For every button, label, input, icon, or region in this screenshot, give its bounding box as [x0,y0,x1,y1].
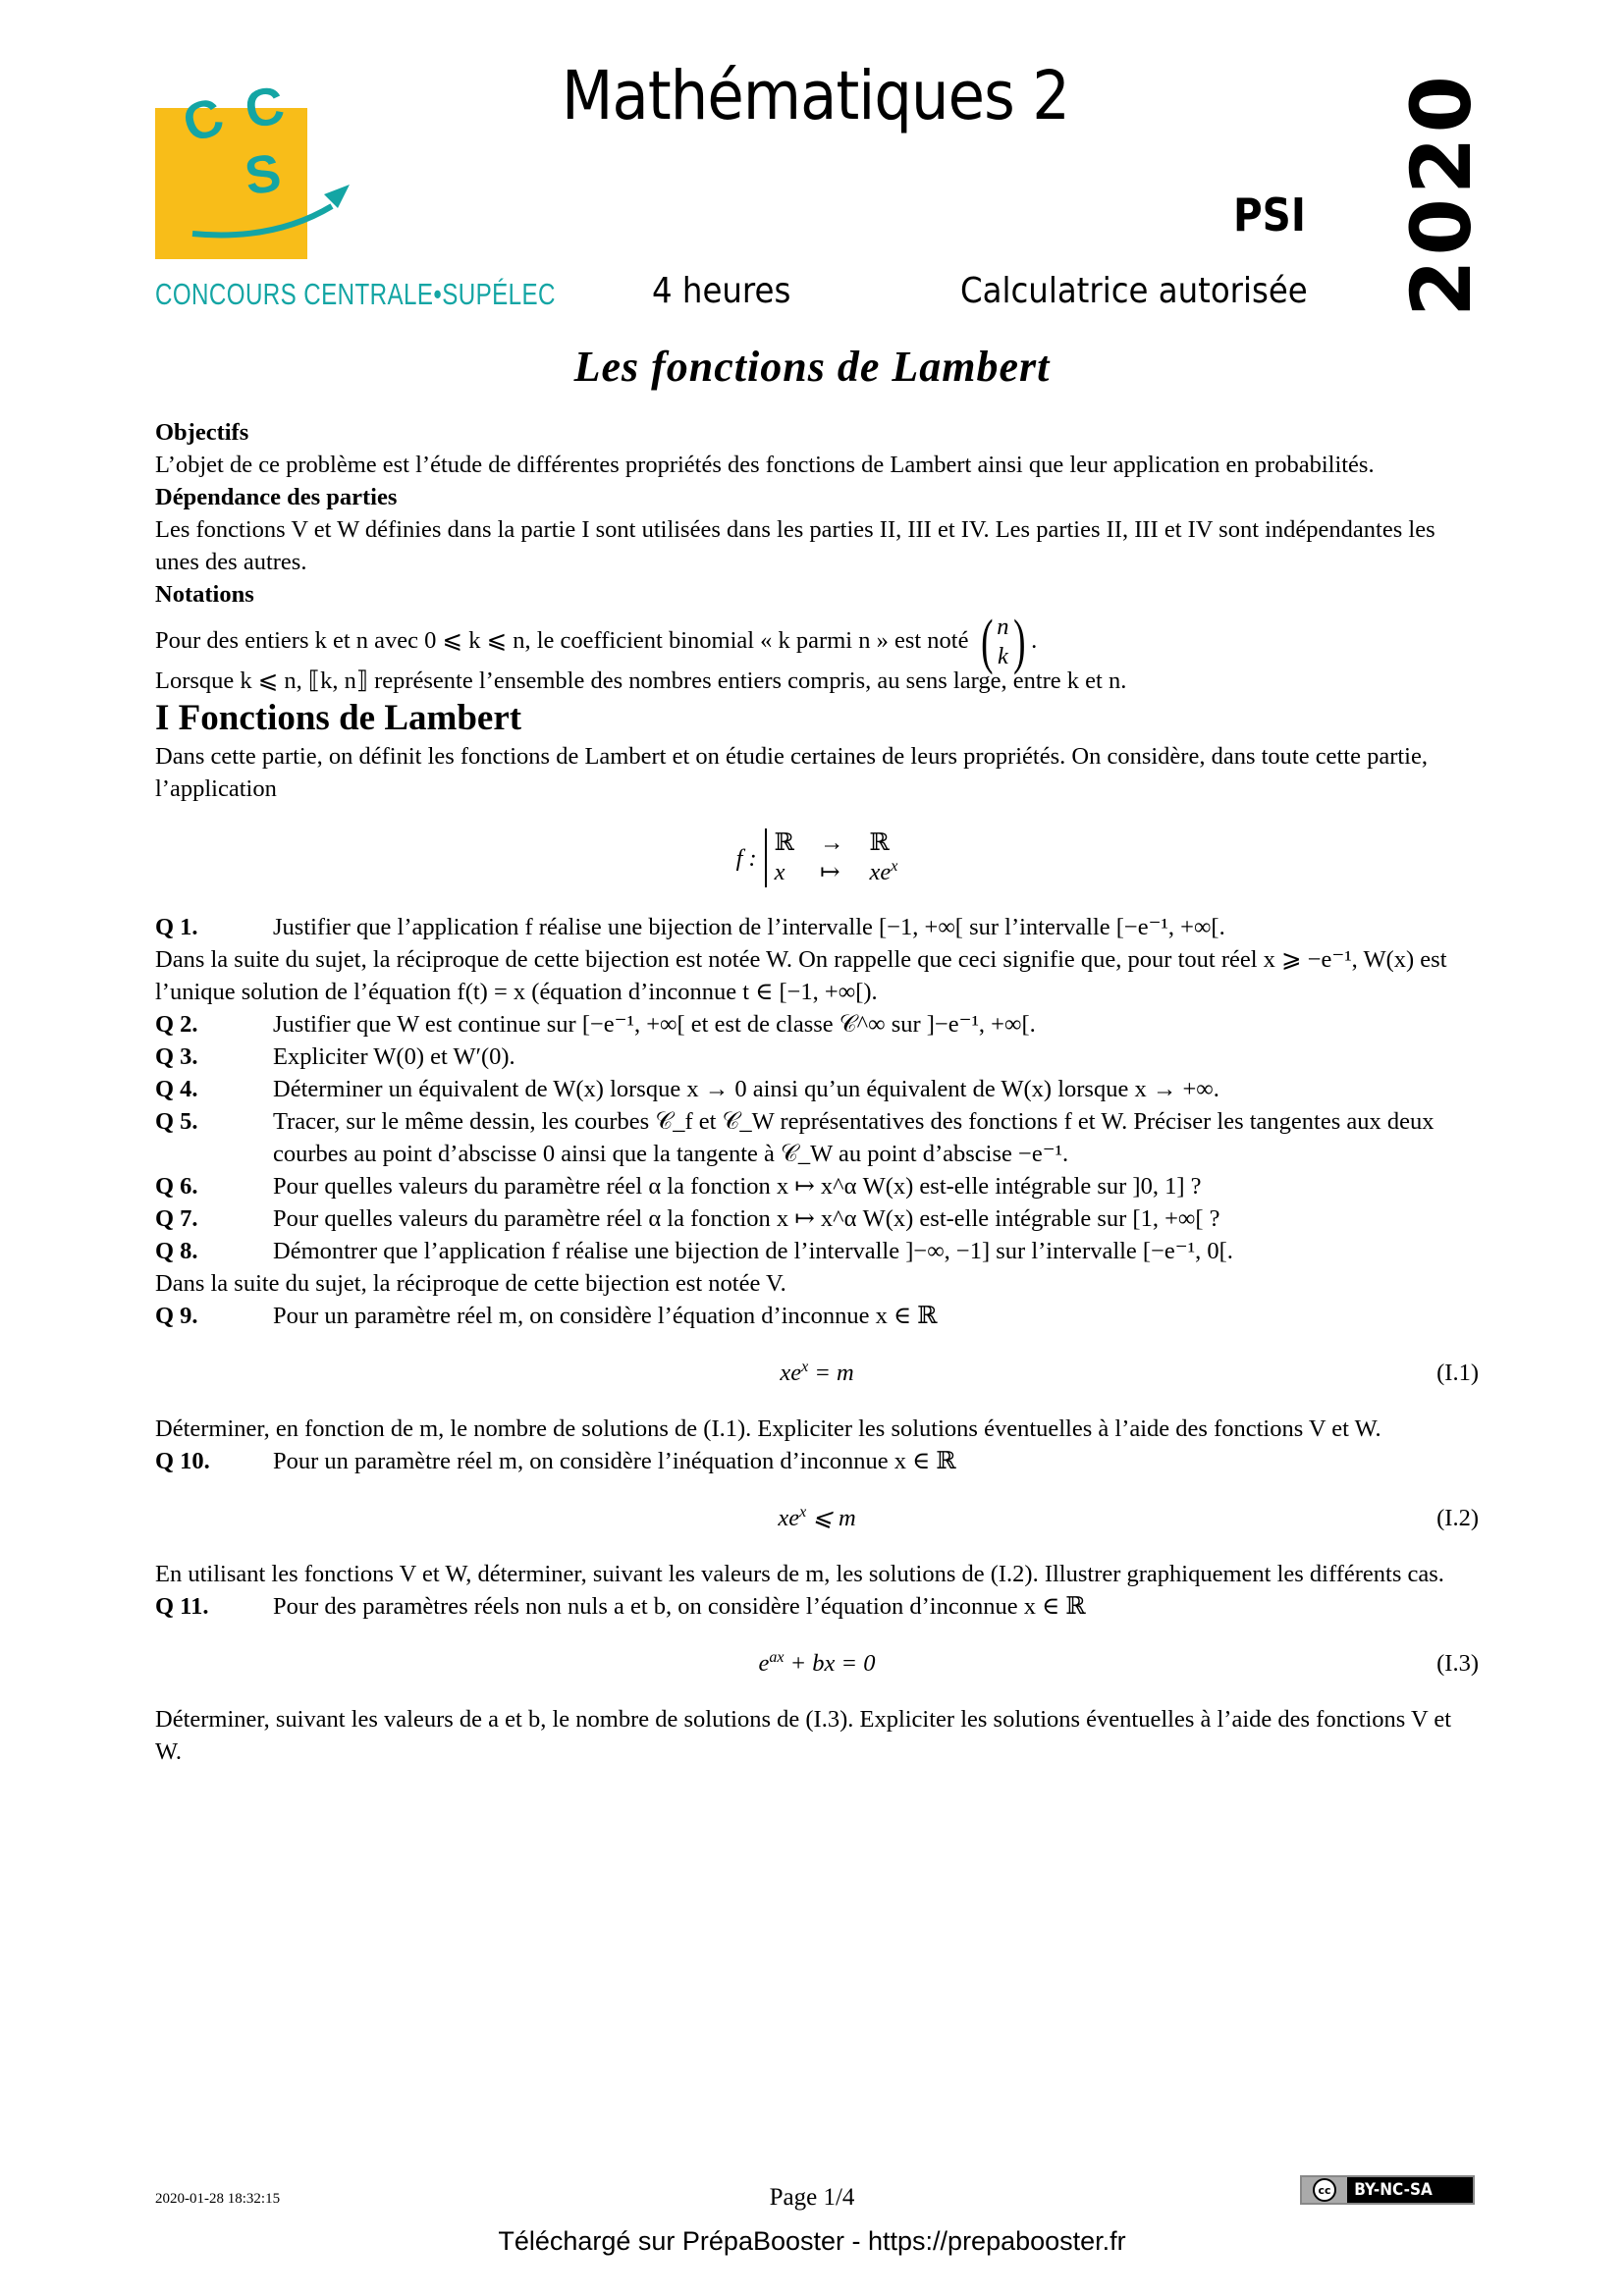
svg-text:S: S [241,142,285,207]
question-9-followup: Déterminer, en fonction de m, le nombre de solutions de (I.1). Expliciter les solutions éventuelles à l’aide des fonctions V et W. [155,1415,1381,1443]
equation-I2: $xe^x$ ⩽ m (I.2) [778,1503,1479,1531]
equation-I3: $e^{ax}$ + bx = 0 (I.3) [758,1648,1479,1677]
svg-text:C: C [176,86,231,155]
question-4: Q 4. Déterminer un équivalent de W(x) lorsque x → 0 ainsi qu’un équivalent de W(x) lorsque x → +∞. [155,1076,1219,1103]
dependance-heading: Dépendance des parties [155,484,398,510]
calculator-label: Calculatrice autorisée [960,271,1308,311]
download-notice: Téléchargé sur PrépaBooster - https://prepabooster.fr [498,2226,1126,2256]
question-8: Q 8. Démontrer que l’application f réalise une bijection de l’intervalle ]−∞, −1] sur l’intervalle [−e⁻¹, 0[. [155,1238,1233,1265]
w-definition: Dans la suite du sujet, la réciproque de cette bijection est notée W. On rappelle que ceci signifie que, pour tout réel x ⩾ −e⁻¹, W(x) est l’unique solution de l’équation f(t) = x (équation d’inconnue t ∈ [−1, +∞[). [155,946,1447,1006]
objectifs-heading: Objectifs [155,419,249,446]
question-6: Q 6. Pour quelles valeurs du paramètre réel α la fonction x ↦ x^α W(x) est-elle intégrable sur ]0, 1] ? [155,1173,1202,1201]
v-definition: Dans la suite du sujet, la réciproque de cette bijection est notée V. [155,1270,786,1298]
license-label: BY-NC-SA [1354,2180,1433,2200]
logo-text: CONCOURS CENTRALE•SUPÉLEC [155,277,556,311]
notation-binomial: Pour des entiers k et n avec 0 ⩽ k ⩽ n, le coefficient binomial « k parmi n » est noté ( n k ) . [155,609,1038,676]
question-11: Q 11. Pour des paramètres réels non nuls a et b, on considère l’équation d’inconnue x ∈ ℝ [155,1593,1086,1621]
section-title: I Fonctions de Lambert [155,698,522,739]
question-7: Q 7. Pour quelles valeurs du paramètre réel α la fonction x ↦ x^α W(x) est-elle intégrable sur [1, +∞[ ? [155,1205,1220,1233]
notations-heading: Notations [155,581,254,608]
notation-interval: Lorsque k ⩽ n, ⟦k, n⟧ représente l’ensemble des nombres entiers compris, au sens large, entre k et n. [155,667,1127,695]
notation-binomial-text: Pour des entiers k et n avec 0 ⩽ k ⩽ n, le coefficient binomial « k parmi n » est noté [155,627,969,654]
question-9: Q 9. Pour un paramètre réel m, on considère l’équation d’inconnue x ∈ ℝ [155,1303,938,1330]
question-10: Q 10. Pour un paramètre réel m, on considère l’inéquation d’inconnue x ∈ ℝ [155,1448,956,1475]
svg-text:C: C [241,75,289,140]
cc-icon: cc [1302,2177,1347,2203]
license-badge [1300,2175,1475,2205]
dependance-text: Les fonctions V et W définies dans la partie I sont utilisées dans les parties II, III et IV. Les parties II, III et IV sont indépendantes les unes des autres. [155,516,1435,575]
question-10-followup: En utilisant les fonctions V et W, déterminer, suivant les valeurs de m, les solutions de (I.2). Illustrer graphiquement les différents cas. [155,1561,1444,1588]
duration-label: 4 heures [652,271,791,311]
question-2: Q 2. Justifier que W est continue sur [−e⁻¹, +∞[ et est de classe 𝒞^∞ sur ]−e⁻¹, +∞[. [155,1011,1036,1039]
main-content [155,416,1479,1768]
equation-I1: $xe^x = m$ (I.1) [780,1358,1479,1386]
document-title: Les fonctions de Lambert [573,343,1051,391]
objectifs-text: L’objet de ce problème est l’étude de différentes propriétés des fonctions de Lambert ainsi que leur application en probabilités. [155,452,1375,478]
question-5: Q 5. Tracer, sur le même dessin, les courbes 𝒞_f et 𝒞_W représentatives des fonctions f et W. Préciser les tangentes aux deux courbes au point d’abscisse 0 ainsi que la tangente à 𝒞_W au point d’abscise −e⁻¹. [155,1108,1435,1168]
question-3: Q 3. Expliciter W(0) et W′(0). [155,1043,515,1071]
binomial-coefficient: ( n k ) [980,609,1026,676]
question-11-followup: Déterminer, suivant les valeurs de a et b, le nombre de solutions de (I.3). Expliciter les solutions éventuelles à l’aide des fonctions V et W. [155,1706,1452,1766]
function-definition: f : ℝ → ℝ x ↦ $xe^x$ [735,829,898,886]
subject-title: Mathématiques 2 [562,57,1070,135]
ccs-logo-icon [155,69,361,265]
question-1: Q 1. Justifier que l’application f réalise une bijection de l’intervalle [−1, +∞[ sur l’intervalle [−e⁻¹, +∞[. [155,914,1225,941]
track-label: PSI [1233,188,1306,241]
year-label: 2020 [1392,72,1489,317]
footer-timestamp: 2020-01-28 18:32:15 [155,2191,281,2207]
section-intro: Dans cette partie, on définit les fonctions de Lambert et on étudie certaines de leurs propriétés. On considère, dans toute cette partie, l’application [155,743,1428,803]
page-number: Page 1/4 [769,2184,855,2211]
